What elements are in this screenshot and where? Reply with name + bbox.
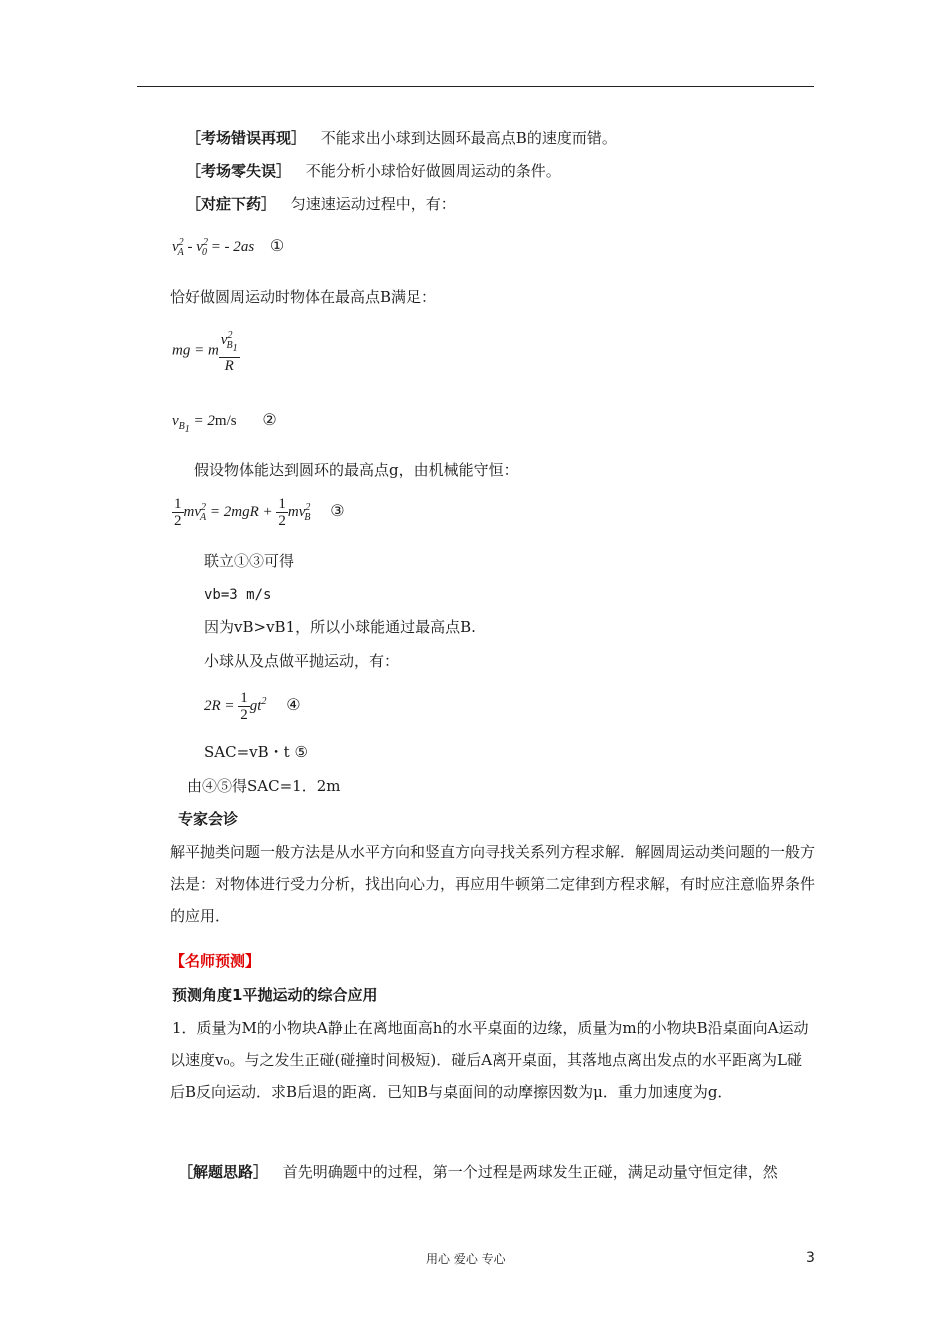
zero-mistake-label: ［考场零失误］ (186, 162, 292, 180)
equation-4-number: ④ (286, 696, 301, 714)
predict-angle-heading: 预测角度1平抛运动的综合应用 (172, 986, 378, 1004)
equation-2-number: ② (262, 412, 277, 429)
question-1-paragraph: 1．质量为M的小物块A静止在离地面高h的水平桌面的边缘，质量为m的小物块B沿桌面向A运动以速度v₀。与之发生正碰(碰撞时间极短)．碰后A离开桌面，其落地点离出发点的水平距离为L碰后B反向运动．求B后退的距离．已知B与桌面间的动摩擦因数为μ．重力加速度为g． (170, 1019, 809, 1101)
vb-value-line: vb=3 m/s (204, 587, 272, 603)
page-number: 3 (806, 1250, 815, 1266)
idea-label: ［解题思路］ (178, 1163, 269, 1181)
because-line: 因为vB>vB1，所以小球能通过最高点B. (204, 618, 476, 636)
error-reproduce-text: 不能求出小球到达圆环最高点B的速度而错。 (320, 129, 617, 147)
idea-line (178, 1162, 778, 1182)
equation-2: $v_{B_1} = 2m/s$ ② (172, 412, 277, 435)
remedy-line (186, 194, 456, 214)
equation-centripetal: mg = m $\frac{v^2_{B_1}}{R}$ (172, 330, 238, 374)
idea-text: 首先明确题中的过程，第一个过程是两球发生正碰，满足动量守恒定律，然 (282, 1163, 778, 1181)
projectile-line: 小球从及点做平抛运动，有： (204, 652, 400, 670)
footer-motto: 用心 爱心 专心 (426, 1252, 506, 1266)
remedy-text: 匀速速运动过程中，有： (290, 195, 456, 213)
equation-1-number: ① (269, 238, 285, 255)
header-rule (137, 86, 814, 87)
equation-3-number: ③ (330, 502, 345, 520)
highest-point-line: 恰好做圆周运动时物体在最高点B满足： (170, 288, 437, 306)
combine-line: 联立①③可得 (204, 552, 295, 570)
equation-4: 2R = $\frac{1}{2}$ $gt^2$ ④ (204, 690, 301, 723)
error-reproduce-line (186, 128, 617, 148)
equation-3: $\frac{1}{2}$ $mv^2_A = 2mgR$ + $\frac{1}{2}$ $mv^2_B$ ③ (174, 496, 345, 529)
zero-mistake-text: 不能分析小球恰好做圆周运动的条件。 (305, 162, 561, 180)
error-reproduce-label: ［考场错误再现］ (186, 129, 307, 147)
equation-1: $v^2_A - v^2_0$ = - 2as ① (172, 237, 285, 258)
expert-paragraph: 解平抛类问题一般方法是从水平方向和竖直方向寻找关系列方程求解．解圆周运动类问题的一般方法是：对物体进行受力分析，找出向心力，再应用牛顿第二定律到方程求解，有时应注意临界条件的应用． (170, 843, 816, 925)
energy-conservation-line: 假设物体能达到圆环的最高点g，由机械能守恒： (194, 461, 519, 479)
remedy-label: ［对症下药］ (186, 195, 277, 213)
zero-mistake-line (186, 161, 561, 181)
sac-equation-line: SAC=vB・t ⑤ (204, 743, 308, 761)
result-line: 由④⑤得SAC=1．2m (187, 777, 341, 795)
predict-heading: 【名师预测】 (170, 952, 261, 970)
expert-heading: 专家会诊 (178, 810, 239, 828)
